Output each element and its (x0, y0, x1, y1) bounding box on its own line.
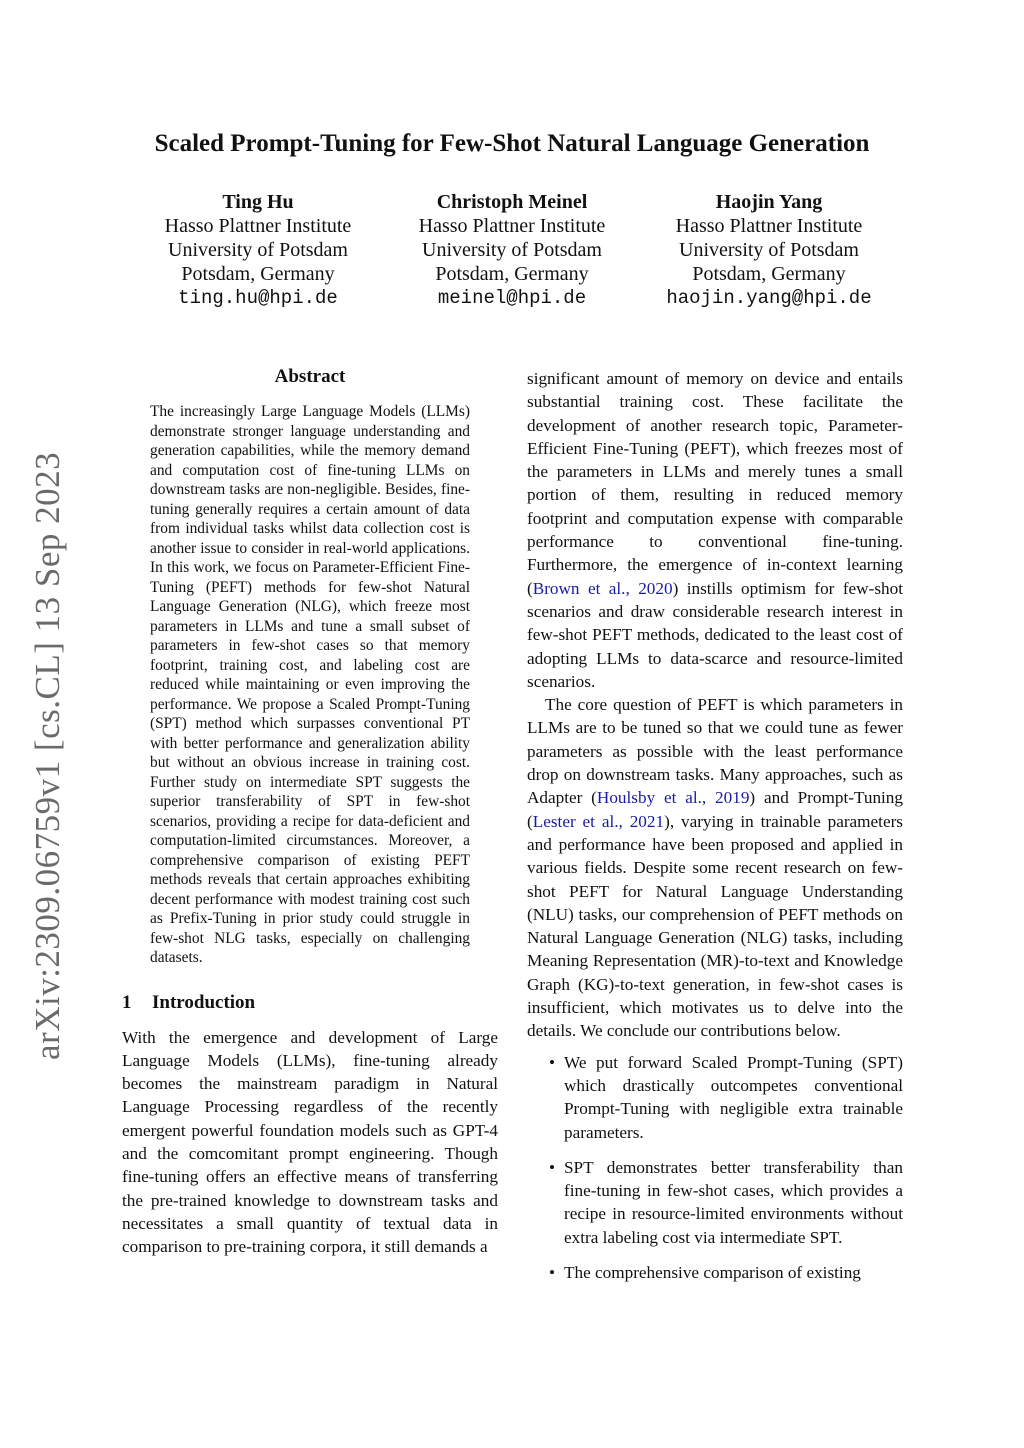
author-affiliation: Hasso Plattner Institute (164, 215, 352, 237)
author-block (128, 190, 388, 310)
body-paragraph: significant amount of memory on device and entails substantial training cost. These facilitate the development of another research topic, Parameter-Efficient Fine-Tuning (PEFT), which freezes most of the parameters in LLMs and merely tunes a small portion of them, resulting in reduced memory footprint and computation expense with comparable performance to conventional fine-tuning. Furthermore, the emergence of in-context learning (Brown et al., 2020) instills optimism for few-shot scenarios and draw considerable research interest in few-shot PEFT methods, dedicated to the least cost of adopting LLMs to data-scarce and resource-limited scenarios. (527, 369, 903, 691)
bullet-icon: • (549, 1262, 556, 1282)
list-item: • The comprehensive comparison of existing (527, 1261, 903, 1284)
right-column (527, 367, 903, 1296)
author-name: Ting Hu (222, 191, 294, 213)
bullet-icon: • (549, 1052, 556, 1072)
paper-title: Scaled Prompt-Tuning for Few-Shot Natural Language Generation (154, 130, 870, 157)
body-paragraph: The core question of PEFT is which parameters in LLMs are to be tuned so that we could tune as fewer parameters as possible with the least performance drop on downstream tasks. Many approaches, such as Adapter (Houlsby et al., 2019) and Prompt-Tuning (Lester et al., 2021), varying in trainable parameters and performance have been proposed and applied in various fields. Despite some recent research on few-shot PEFT for Natural Language Understanding (NLU) tasks, our comprehension of PEFT methods on Natural Language Generation (NLG) tasks, including Meaning Representation (MR)-to-text and Knowledge Graph (KG)-to-text generation, in few-shot cases is insufficient, which motivates us to delve into the details. We conclude our contributions below. (527, 695, 903, 1041)
citation-link[interactable]: Lester et al., 2021 (532, 811, 665, 831)
author-name: Haojin Yang (715, 191, 823, 213)
list-item: • We put forward Scaled Prompt-Tuning (SPT) which drastically outcompetes conventional Prompt-Tuning with negligible extra trainable parameters. (549, 1052, 903, 1142)
intro-paragraph: With the emergence and development of Large Language Models (LLMs), fine-tuning already becomes the mainstream paradigm in Natural Language Processing regardless of the recently emergent powerful foundation models such as GPT-4 and the comcomitant prompt engineering. Though fine-tuning offers an effective means of transferring the pre-trained knowledge to downstream tasks and necessitates a small quantity of textual data in comparison to pre-training corpora, it still demands a (122, 1027, 498, 1257)
author-block (639, 190, 899, 310)
author-name: Christoph Meinel (436, 191, 588, 213)
section-heading (122, 992, 498, 1014)
list-item: • SPT demonstrates better transferability than fine-tuning in few-shot cases, which provides a recipe in resource-limited environments without extra labeling cost via intermediate SPT. (549, 1157, 903, 1247)
author-location: Potsdam, Germany (181, 263, 335, 285)
bullet-icon: • (549, 1157, 556, 1177)
citation-link[interactable]: Houlsby et al., 2019 (596, 788, 750, 808)
author-affiliation: University of Potsdam (168, 239, 348, 261)
author-block (382, 190, 642, 310)
section-number: 1 (122, 991, 132, 1013)
author-affiliation: University of Potsdam (422, 239, 602, 261)
author-location: Potsdam, Germany (692, 263, 846, 285)
abstract-text: The increasingly Large Language Models (LLMs) demonstrate stronger language understanding and generation capabilities, while the memory demand and computation cost of fine-tuning LLMs on downstream tasks are non-negligible. Besides, fine-tuning generally requires a certain amount of data from individual tasks whilst data collection cost is another issue to consider in real-world applications. In this work, we focus on Parameter-Efficient Fine-Tuning (PEFT) methods for few-shot Natural Language Generation (NLG), which freeze most parameters in LLMs and tune a small subset of parameters in few-shot cases so that memory footprint, training cost, and labeling cost are reduced while maintaining or even improving the performance. We propose a Scaled Prompt-Tuning (SPT) method which surpasses conventional PT with better performance and generalization ability but without an obvious increase in training cost. Further study on intermediate SPT suggests the superior transferability of SPT in few-shot scenarios, providing a recipe for data-deficient and computation-limited circumstances. Moreover, a comprehensive comparison of existing PEFT methods reveals that certain approaches exhibiting decent performance with modest training cost such as Prefix-Tuning in prior study could struggle in few-shot NLG tasks, especially on challenging datasets. (150, 403, 470, 966)
arxiv-identifier: arXiv:2309.06759v1 [cs.CL] 13 Sep 2023 (28, 451, 67, 1060)
author-email[interactable]: meinel@hpi.de (437, 287, 587, 309)
author-email[interactable]: haojin.yang@hpi.de (666, 287, 872, 309)
abstract-heading: Abstract (274, 366, 346, 387)
author-location: Potsdam, Germany (435, 263, 589, 285)
contribution-list (527, 1051, 903, 1285)
author-affiliation: Hasso Plattner Institute (418, 215, 606, 237)
left-column (122, 366, 498, 1258)
author-affiliation: Hasso Plattner Institute (675, 215, 863, 237)
author-affiliation: University of Potsdam (679, 239, 859, 261)
section-title: Introduction (152, 991, 256, 1013)
citation-link[interactable]: Brown et al., 2020 (532, 578, 673, 598)
author-email[interactable]: ting.hu@hpi.de (178, 287, 338, 309)
